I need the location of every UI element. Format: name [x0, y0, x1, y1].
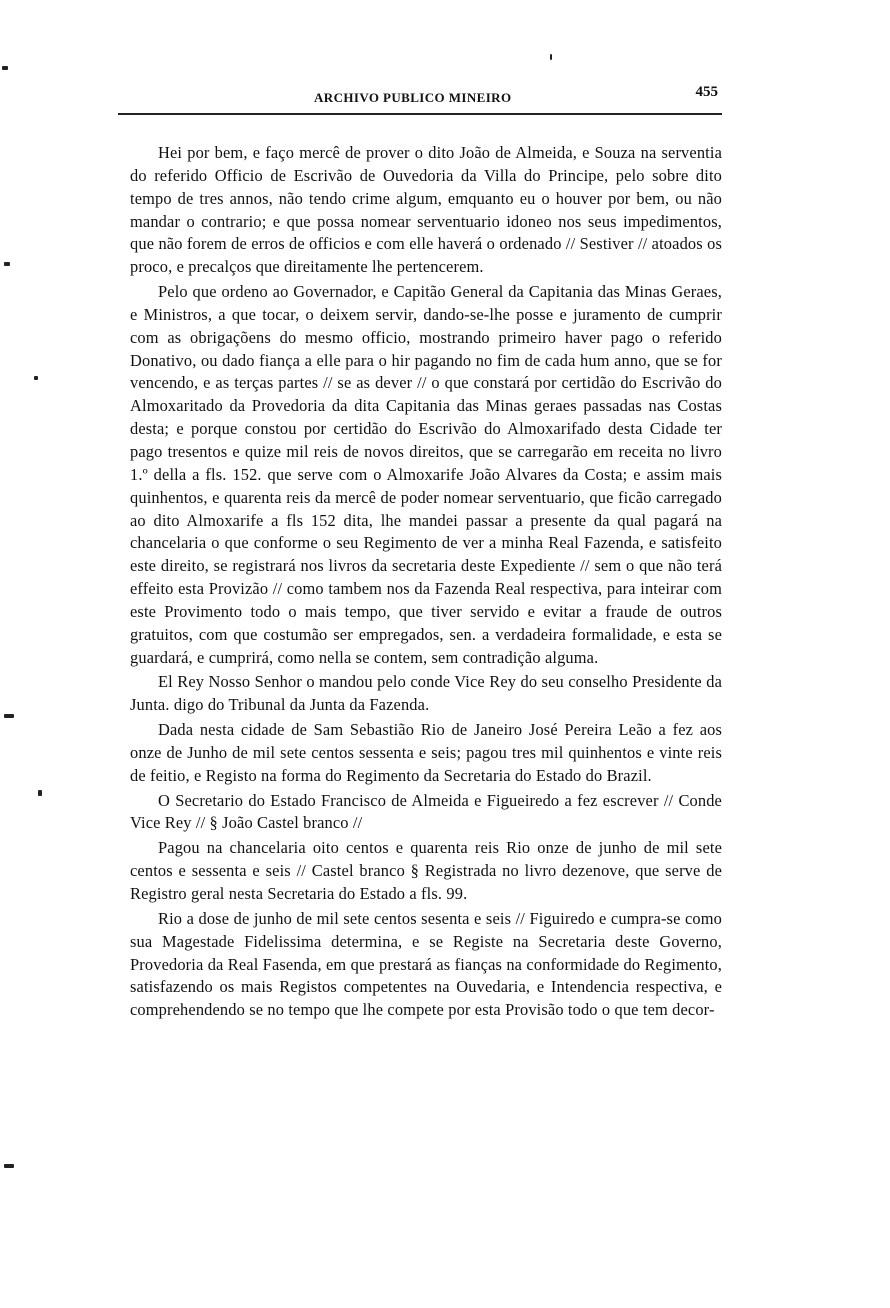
paragraph-4: Dada nesta cidade de Sam Sebastião Rio de Janeiro José Pereira Leão a fez aos onze de Junho de mil sete centos sessenta e seis; pagou tres mil quinhentos e vinte reis de feitio, e Registo na forma do Regimento da Secretaria do Estado do Brazil.: [130, 720, 722, 785]
scan-speck: [4, 262, 10, 266]
paragraph-2: Pelo que ordeno ao Governador, e Capitão General da Capitania das Minas Geraes, e Ministros, a que tocar, o deixem servir, dando-se-lhe posse e juramento de cumprir com as obrigaçõens do mesmo officio, mostrando primeiro haver pago o referido Donativo, ou dado fiança a elle para o hir pagando no fim de cada hum anno, que se for vencendo, e as terças partes // se as dever // o que constará por certidão do Escrivão do Almoxaritado da Provedoria da dita Capitania das Minas geraes passadas nas Costas desta; e porque constou por certidão do Escrivão do Almoxarifado desta Cidade ter pago tresentos e quize mil reis de novos direitos, que se carregarão em receita no livro 1.º della a fls. 152. que serve com o Almoxarife João Alvares da Costa; e assim mais quinhentos, e quarenta reis da mercê de poder nomear serventuario, que ficão carregado ao dito Almoxarife a fls 152 dita, lhe mandei passar a presente da qual pagará na chancelaria o que conforme o seu Regimento de ver a minha Real Fazenda, e satisfeito este direito, se registrará nos livros da secretaria deste Expediente // sem o que não terá effeito esta Provizão // como tambem nos da Fazenda Real respectiva, para inteirar com este Provimento todo o mais tempo, que tiver servido e evitar a fraude de outros gratuitos, com que costumão ser empregados, sen. a verdadeira formalidade, e esta se guardará, e cumprirá, como nella se contem, sem contradição alguma.: [130, 282, 722, 667]
paragraph-6: Pagou na chancelaria oito centos e quarenta reis Rio onze de junho de mil sete centos e sessenta e seis // Castel branco § Registrada no livro dezenove, que serve de Registro geral nesta Secretaria do Estado a fls. 99.: [130, 838, 722, 903]
paragraph-5: O Secretario do Estado Francisco de Almeida e Figueiredo a fez escrever // Conde Vice Rey // § João Castel branco //: [130, 790, 722, 833]
page-header: [118, 84, 722, 114]
scan-speck: [4, 1164, 14, 1168]
page-number: 455: [695, 84, 718, 100]
scan-speck: [2, 66, 8, 70]
scan-speck: [38, 790, 42, 796]
paragraph-7: Rio a dose de junho de mil sete centos sesenta e seis // Figuiredo e cumpra-se como sua Magestade Fidelissima determina, e se Registe na Secretaria deste Governo, Provedoria da Real Fasenda, em que prestará as fianças na conformidade do Regimento, satisfazendo os mais Registos competentes na Ouvedaria, e Intendencia respectiva, e comprehendendo se no tempo que lhe compete por esta Provisão todo o que tem decor-: [130, 908, 722, 1020]
scan-speck: [550, 54, 552, 60]
paragraph-3: El Rey Nosso Senhor o mandou pelo conde Vice Rey do seu conselho Presidente da Junta. digo do Tribunal da Junta da Fazenda.: [130, 672, 722, 715]
body-text: [130, 142, 722, 1024]
scan-speck: [4, 714, 14, 718]
scan-speck: [34, 376, 38, 380]
paragraph-1: Hei por bem, e faço mercê de prover o dito João de Almeida, e Souza na serventia do referido Officio de Escrivão de Ouvedoria da Villa do Principe, pelo sobre dito tempo de tres annos, não tendo crime algum, emquanto eu o houver por bem, ou não mandar o contrario; e que possa nomear serventuario idoneo nos seus impedimentos, que não forem de erros de officios e com elle haverá o ordenado // Sestiver // atoados os proco, e precalços que direitamente lhe pertencerem.: [130, 143, 722, 277]
running-title: ARCHIVO PUBLICO MINEIRO: [314, 90, 512, 105]
header-rule: [118, 113, 722, 115]
